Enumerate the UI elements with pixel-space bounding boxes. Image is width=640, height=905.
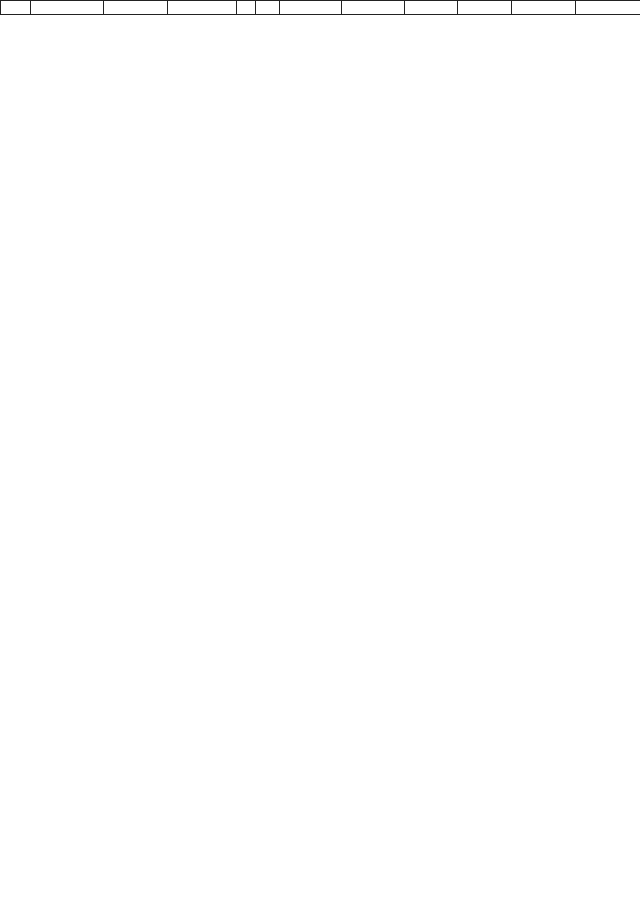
col-num-2 — [31, 1, 104, 15]
col-num-10 — [458, 1, 512, 15]
col-num-6 — [256, 1, 280, 15]
col-num-11 — [511, 1, 575, 15]
col-num-12 — [576, 1, 640, 15]
rotated-page — [0, 0, 1, 1]
col-num-5 — [237, 1, 256, 15]
col-num-1 — [1, 1, 31, 15]
col-num-4 — [168, 1, 237, 15]
col-num-3 — [104, 1, 168, 15]
budget-table — [0, 0, 640, 15]
col-num-9 — [404, 1, 458, 15]
col-num-7 — [280, 1, 342, 15]
column-number-row — [1, 1, 640, 15]
col-num-8 — [342, 1, 404, 15]
